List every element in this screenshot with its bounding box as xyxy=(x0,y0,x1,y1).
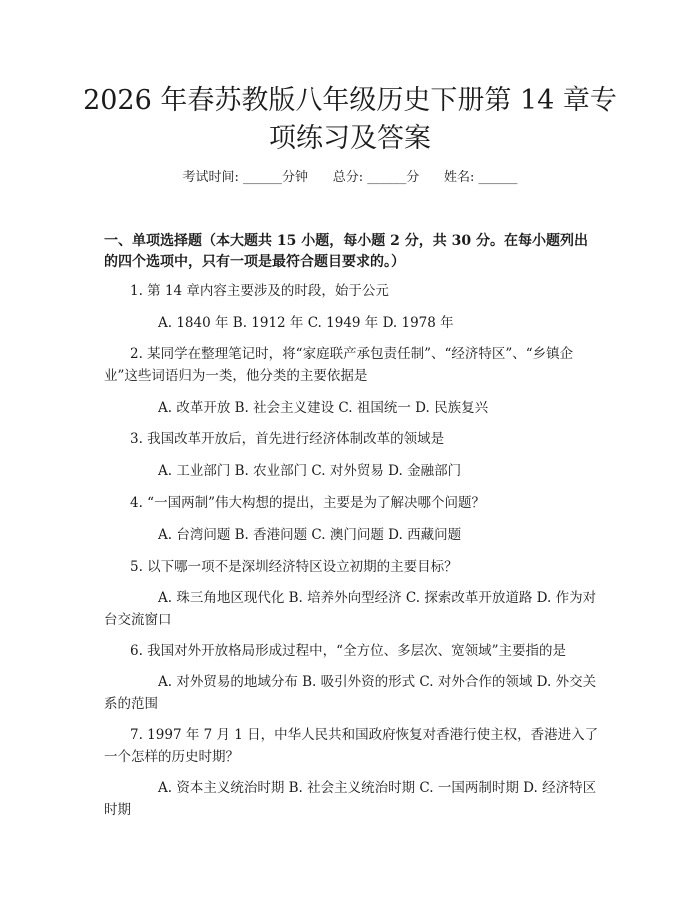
question-2-text: 2. 某同学在整理笔记时，将“家庭联产承包责任制”、“经济特区”、“乡镇企业”这些词语归为一类，他分类的主要依据是 xyxy=(104,346,574,384)
question-2-options: A. 改革开放 B. 社会主义建设 C. 祖国统一 D. 民族复兴 xyxy=(158,400,489,416)
question-4-text: 4. “一国两制”伟大构想的提出，主要是为了解决哪个问题？ xyxy=(130,495,485,511)
question-3-text: 3. 我国改革开放后，首先进行经济体制改革的领域是 xyxy=(130,431,445,447)
title-line-1: 2026 年春苏教版八年级历史下册第 14 章专 xyxy=(83,85,617,116)
question-1-text: 1. 第 14 章内容主要涉及的时段，始于公元 xyxy=(130,283,389,299)
exam-meta-line: 考试时间: ______分钟 总分: ______分 姓名: ______ xyxy=(182,170,518,185)
question-1-options: A. 1840 年 B. 1912 年 C. 1949 年 D. 1978 年 xyxy=(158,315,454,331)
question-3-options: A. 工业部门 B. 农业部门 C. 对外贸易 D. 金融部门 xyxy=(158,463,462,479)
section-heading: 一、单项选择题（本大题共 15 小题，每小题 2 分，共 30 分。在每小题列出的四个选项中，只有一项是最符合题目要求的。） xyxy=(104,233,588,270)
question-5-options: A. 珠三角地区现代化 B. 培养外向型经济 C. 探索改革开放道路 D. 作为对台交流窗口 xyxy=(104,590,597,628)
question-7-text: 7. 1997 年 7 月 1 日，中华人民共和国政府恢复对香港行使主权，香港进入了一个怎样的历史时期？ xyxy=(104,727,599,765)
question-6-text: 6. 我国对外开放格局形成过程中，“全方位、多层次、宽领域”主要指的是 xyxy=(130,643,566,659)
question-5-text: 5. 以下哪一项不是深圳经济特区设立初期的主要目标？ xyxy=(130,559,458,575)
title-line-2: 项练习及答案 xyxy=(269,123,431,154)
question-7-options: A. 资本主义统治时期 B. 社会主义统治时期 C. 一国两制时期 D. 经济特区时期 xyxy=(104,780,597,818)
document-title xyxy=(60,82,640,158)
question-6-options: A. 对外贸易的地域分布 B. 吸引外资的形式 C. 对外合作的领域 D. 外交关系的范围 xyxy=(104,674,597,712)
question-4-options: A. 台湾问题 B. 香港问题 C. 澳门问题 D. 西藏问题 xyxy=(158,527,462,543)
